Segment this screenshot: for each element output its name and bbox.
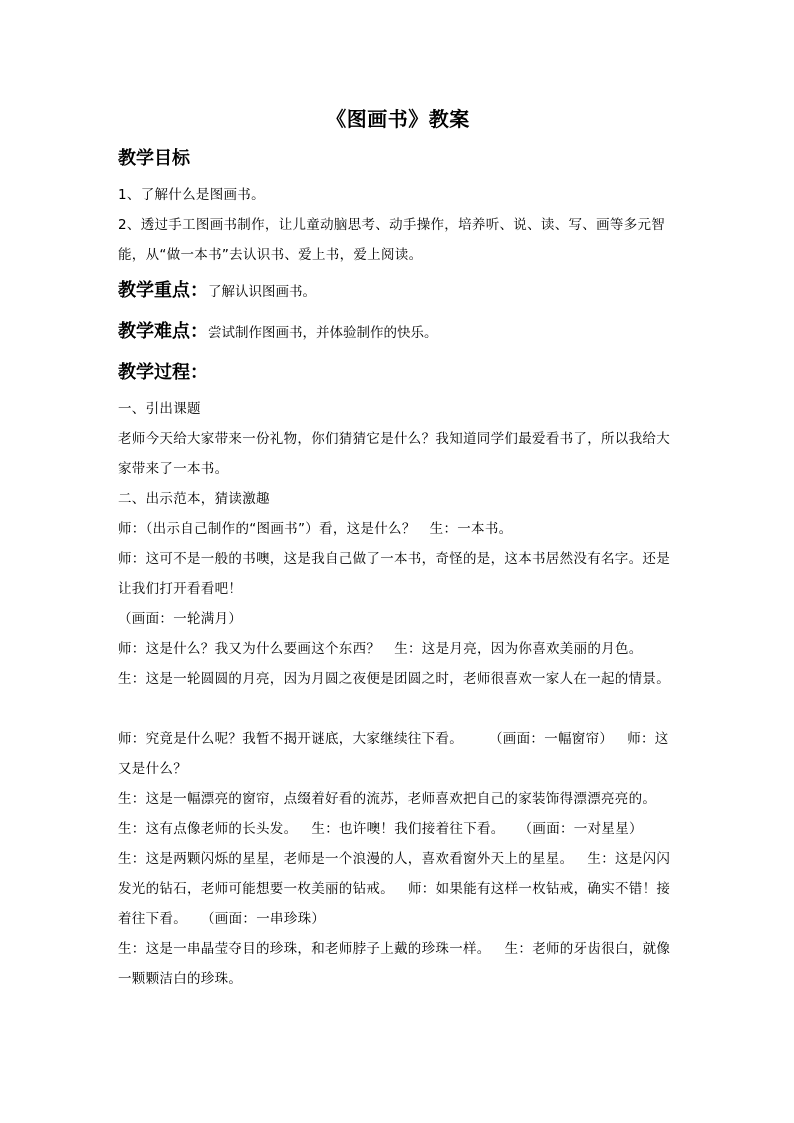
dialogue-6a: 师：究竟是什么呢？我暂不揭开谜底，大家继续往下看。: [118, 731, 463, 747]
dialogue-line-10: [118, 934, 678, 994]
objective-item-2: 2、透过手工图画书制作，让儿童动脑思考、动手操作，培养听、说、读、写、画等多元智能，从“做一本书”去认识书、爱上书，爱上阅读。: [118, 217, 666, 263]
dialogue-1b: 生：一本书。: [429, 521, 513, 537]
objective-item-1: 1、了解什么是图画书。: [118, 187, 265, 203]
dialogue-line-4: [118, 634, 678, 664]
section-1-title: 一、引出课题: [118, 401, 201, 417]
dialogue-8c: （画面：一对星星）: [518, 821, 643, 837]
dialogue-8b: 生：也许噢！我们接着往下看。: [311, 821, 505, 837]
document-title: 《图画书》教案: [326, 107, 470, 131]
difficulty-label: 教学难点：: [118, 321, 208, 342]
dialogue-line-7: 生：这是一幅漂亮的窗帘，点缀着好看的流苏，老师喜欢把自己的家装饰得漂漂亮亮的。: [118, 791, 657, 807]
dialogue-4b: 生：这是月亮，因为你喜欢美丽的月色。: [394, 641, 643, 657]
dialogue-6b: （画面：一幅窗帘）: [489, 731, 614, 747]
dialogue-9c: 师：如果能有这样一枚钻戒，确实不错！接着往下看。: [118, 881, 671, 927]
dialogue-6c: 师：这又是什么？: [118, 731, 669, 777]
objectives-heading: 教学目标: [118, 148, 190, 169]
key-point: [118, 278, 678, 305]
dialogue-line-3: （画面：一轮满月）: [118, 611, 243, 627]
section-2-title: 二、出示范本，猜读激趣: [118, 491, 270, 507]
dialogue-line-8: [118, 814, 678, 844]
dialogue-1a: 师：（出示自己制作的“图画书”）看，这是什么？: [118, 521, 416, 537]
section-1-text: 老师今天给大家带来一份礼物，你们猜猜它是什么？我知道同学们最爱看书了，所以我给大家带来了一本书。: [118, 431, 670, 477]
dialogue-line-9: [118, 844, 678, 934]
dialogue-9a: 生：这是两颗闪烁的星星，老师是一个浪漫的人，喜欢看窗外天上的星星。: [118, 851, 574, 867]
difficulty-text: 尝试制作图画书，并体验制作的快乐。: [208, 325, 438, 341]
dialogue-line-6: [118, 724, 678, 784]
dialogue-9b: 生：这是闪闪发光的钻石，老师可能想要一枚美丽的钻戒。: [118, 851, 671, 897]
dialogue-8a: 生：这有点像老师的长头发。: [118, 821, 298, 837]
dialogue-line-5: 生：这是一轮圆圆的月亮，因为月圆之夜便是团圆之时，老师很喜欢一家人在一起的情景。: [118, 671, 670, 687]
key-point-text: 了解认识图画书。: [208, 284, 316, 300]
document-body: [118, 104, 678, 994]
key-point-label: 教学重点：: [118, 280, 208, 301]
process-heading: 教学过程：: [118, 362, 208, 383]
dialogue-9d: （画面：一串珍珠）: [201, 911, 326, 927]
dialogue-line-2: 师：这可不是一般的书噢，这是我自己做了一本书，奇怪的是，这本书居然没有名字。还是让我们打开看看吧！: [118, 551, 670, 597]
dialogue-4a: 师：这是什么？我又为什么要画这个东西？: [118, 641, 381, 657]
dialogue-10b: 生：老师的牙齿很白，就像一颗颗洁白的珍珠。: [118, 941, 671, 987]
dialogue-line-1: [118, 514, 678, 544]
difficulty-point: [118, 319, 678, 346]
dialogue-10a: 生：这是一串晶莹夺目的珍珠，和老师脖子上戴的珍珠一样。: [118, 941, 491, 957]
